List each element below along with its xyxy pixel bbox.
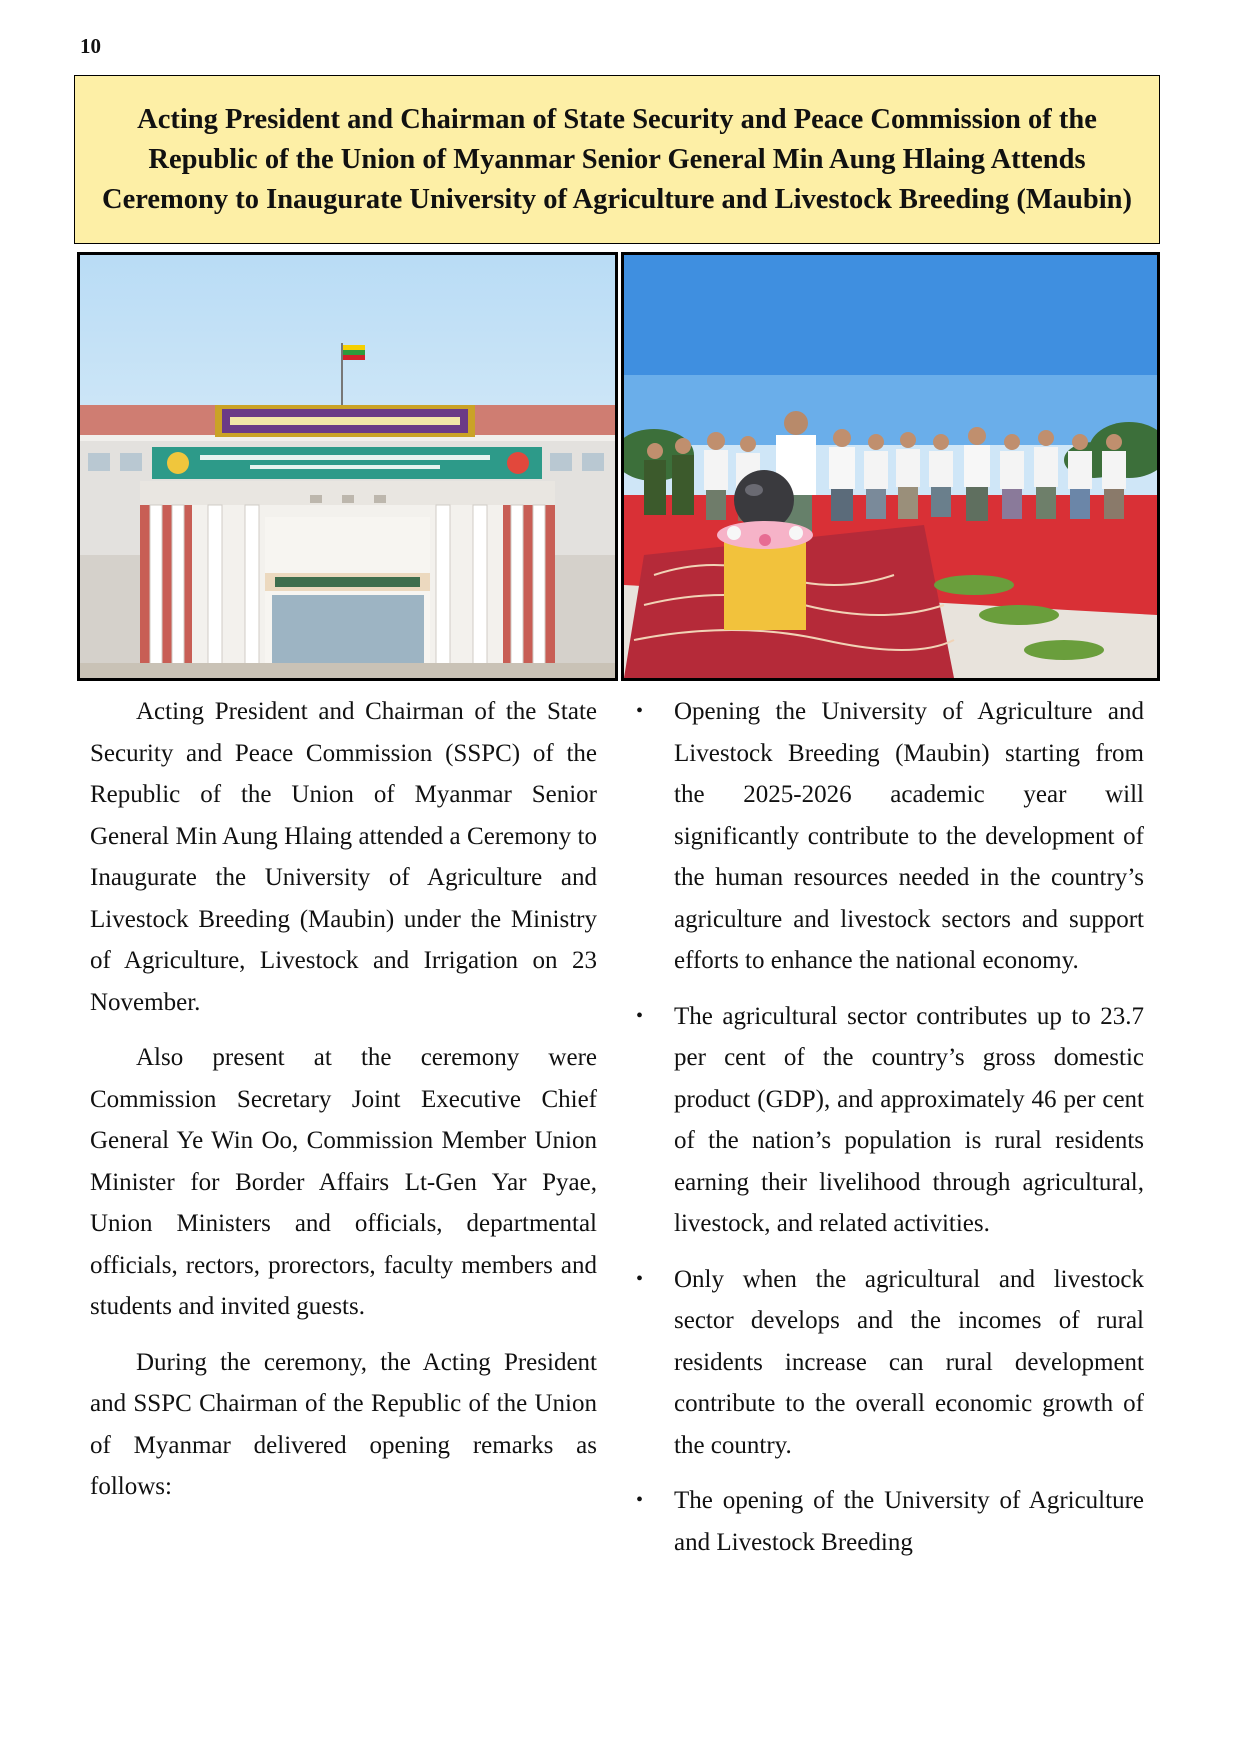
left-text-column (90, 691, 597, 1522)
list-item-text: The opening of the University of Agriculture and Livestock Breeding (674, 1487, 1144, 1556)
headline-title: Acting President and Chairman of State Security and Peace Commission of the Republic of the Union of Myanmar Senior General Min Aung Hlaing Attends Ceremony to Inaugurate University of Agriculture and Livestock Breeding (Maubin) (102, 103, 1132, 215)
list-item (634, 691, 1144, 982)
list-item-text: Only when the agricultural and livestock sector develops and the incomes of rural residents increase can rural development contribute to the overall economic growth of the country. (674, 1265, 1144, 1459)
paragraph-remarks: During the ceremony, the Acting President and SSPC Chairman of the Republic of the Union of Myanmar delivered opening remarks as follows: (90, 1348, 597, 1500)
paragraph-intro: Acting President and Chairman of the State Security and Peace Commission (SSPC) of the Republic of the Union of Myanmar Senior General Min Aung Hlaing attended a Ceremony to Inaugurate the University of Agriculture and Livestock Breeding (Maubin) under the Ministry of Agriculture, Livestock and Irrigation on 23 November. (90, 698, 597, 1016)
ceremony-unveiling-photo (621, 252, 1160, 681)
ceremony-unveiling-illustration (624, 255, 1157, 678)
bullet-icon: • (636, 1267, 644, 1290)
bullet-icon: • (636, 700, 644, 722)
bullet-icon: • (636, 1489, 644, 1511)
list-item-text: The agricultural sector contributes up to 23.7 per cent of the country’s gross domestic product (GDP), and approximately 46 per cent of the nation’s population is rural residents earning their livelihood through agricultural, livestock, and related activities. (674, 1002, 1144, 1237)
list-item (634, 996, 1144, 1245)
remarks-list (634, 691, 1144, 1563)
list-item-text: Opening the University of Agriculture and Livestock Breeding (Maubin) starting from the 2025-2026 academic year will significantly contribute to the development of the human resources needed in the country’s agriculture and livestock sectors and support efforts to enhance the national economy. (674, 698, 1144, 974)
list-item (634, 1259, 1144, 1467)
list-item (634, 1480, 1144, 1563)
university-building-photo (77, 252, 618, 681)
headline-box (74, 75, 1160, 244)
paragraph-attendees: Also present at the ceremony were Commission Secretary Joint Executive Chief General Ye Win Oo, Commission Member Union Minister for Border Affairs Lt-Gen Yar Pyae, Union Ministers and officials, departmental officials, rectors, prorectors, faculty members and students and invited guests. (90, 1044, 597, 1320)
page-number: 10 (80, 34, 101, 58)
bullet-icon: • (636, 1004, 644, 1027)
right-text-column (634, 691, 1144, 1577)
university-building-illustration (80, 255, 615, 678)
